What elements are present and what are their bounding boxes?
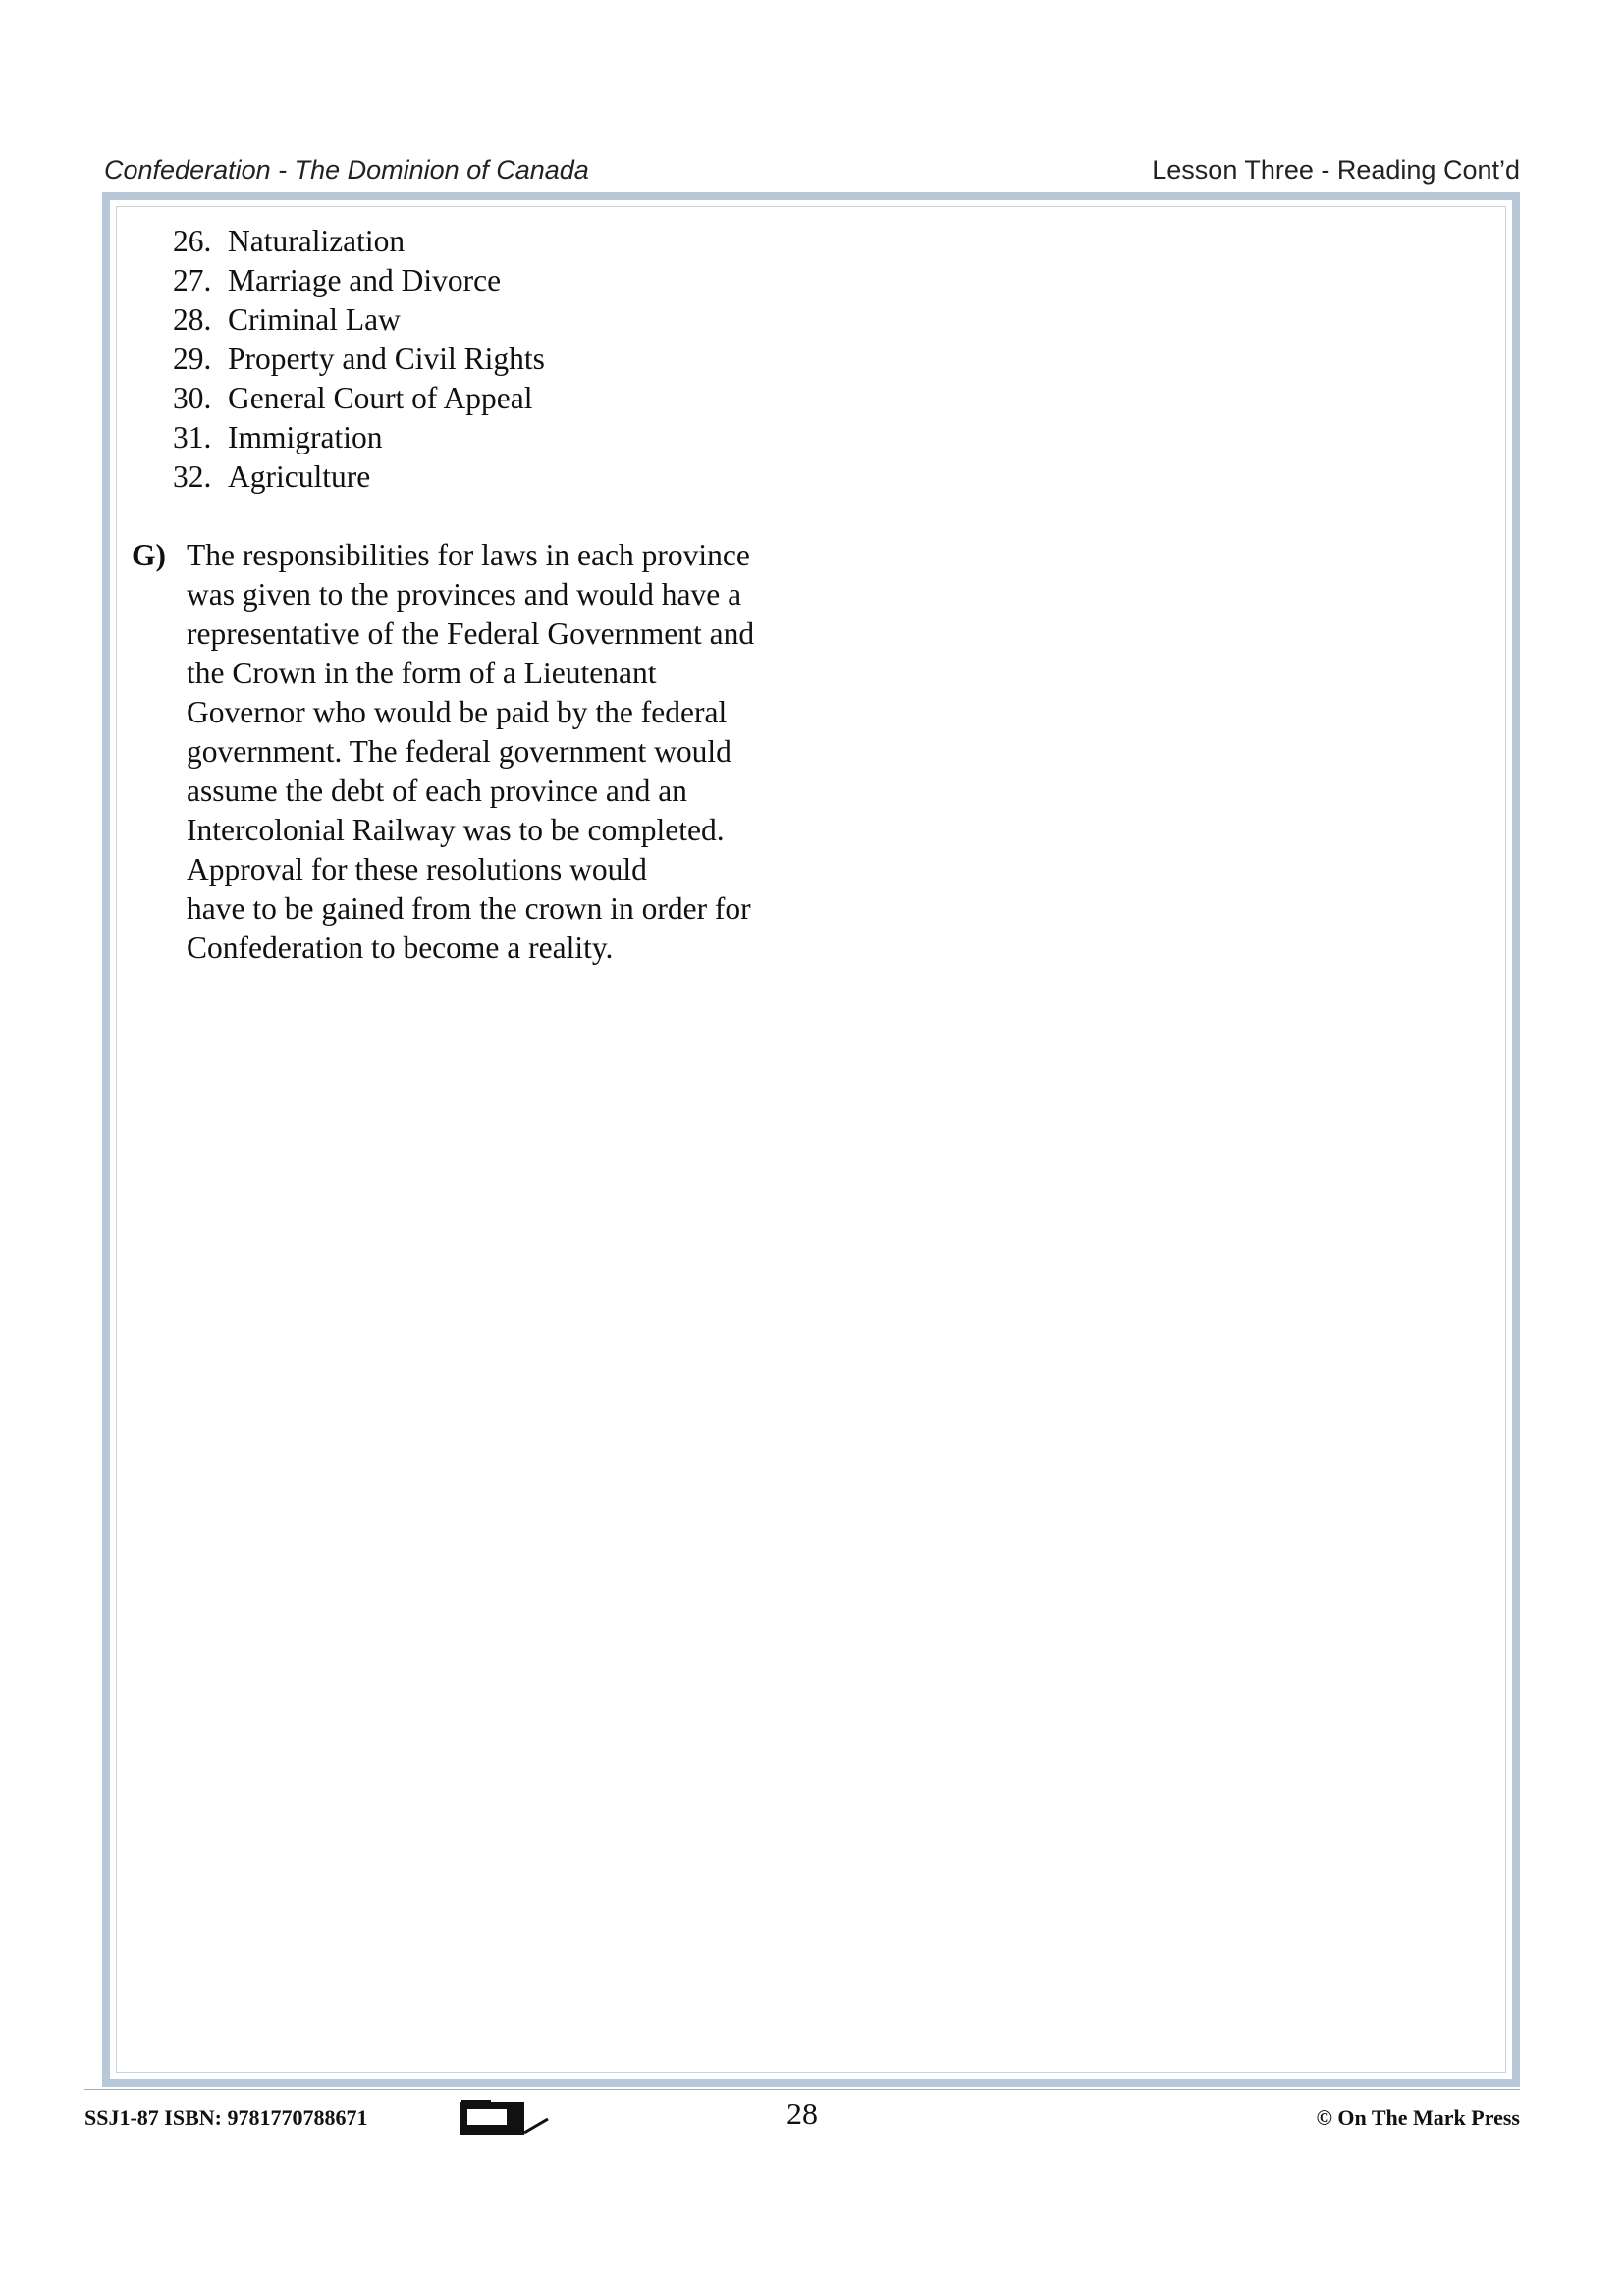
paragraph-text: The responsibilities for laws in each province was given to the provinces and would have a representative of the Federal Government and the Crown in the form of a Lieutenant Governor who would be paid by the federal government. The federal government would assume the debt of each province and an Intercolonial Railway was to be completed. Approval for these resolutions would have to be gained from the crown in order for Confederation to become a reality. bbox=[187, 538, 755, 965]
page-footer bbox=[84, 2089, 1520, 2139]
lesson-title: Lesson Three - Reading Cont’d bbox=[1152, 154, 1520, 185]
list-item bbox=[173, 222, 811, 261]
list-item-text: Agriculture bbox=[228, 459, 371, 494]
list-item-number: 27. bbox=[173, 263, 212, 297]
list-item-number: 30. bbox=[173, 381, 212, 415]
list-item-number: 32. bbox=[173, 459, 212, 494]
responsibility-list bbox=[173, 222, 811, 497]
page-header bbox=[104, 152, 1520, 187]
list-item-number: 28. bbox=[173, 302, 212, 337]
book-title: Confederation - The Dominion of Canada bbox=[104, 154, 589, 185]
list-item-number: 29. bbox=[173, 342, 212, 376]
list-item bbox=[173, 379, 811, 418]
list-item-number: 31. bbox=[173, 420, 212, 454]
list-item-text: Naturalization bbox=[228, 224, 406, 258]
list-item bbox=[173, 340, 811, 379]
list-item bbox=[173, 300, 811, 340]
list-item-text: Marriage and Divorce bbox=[228, 263, 502, 297]
list-item bbox=[173, 261, 811, 300]
list-item-text: Criminal Law bbox=[228, 302, 401, 337]
page-number: 28 bbox=[786, 2096, 818, 2131]
list-item-text: Property and Civil Rights bbox=[228, 342, 545, 376]
list-item-text: General Court of Appeal bbox=[228, 381, 533, 415]
isbn-text: SSJ1-87 ISBN: 9781770788671 bbox=[84, 2106, 368, 2130]
list-item-text: Immigration bbox=[228, 420, 383, 454]
paragraph-g bbox=[132, 536, 770, 968]
list-item bbox=[173, 418, 811, 457]
list-item-number: 26. bbox=[173, 224, 212, 258]
paragraph-letter: G) bbox=[132, 538, 166, 572]
reading-content bbox=[132, 222, 811, 968]
list-item bbox=[173, 457, 811, 497]
copyright-text: © On The Mark Press bbox=[1316, 2106, 1520, 2130]
